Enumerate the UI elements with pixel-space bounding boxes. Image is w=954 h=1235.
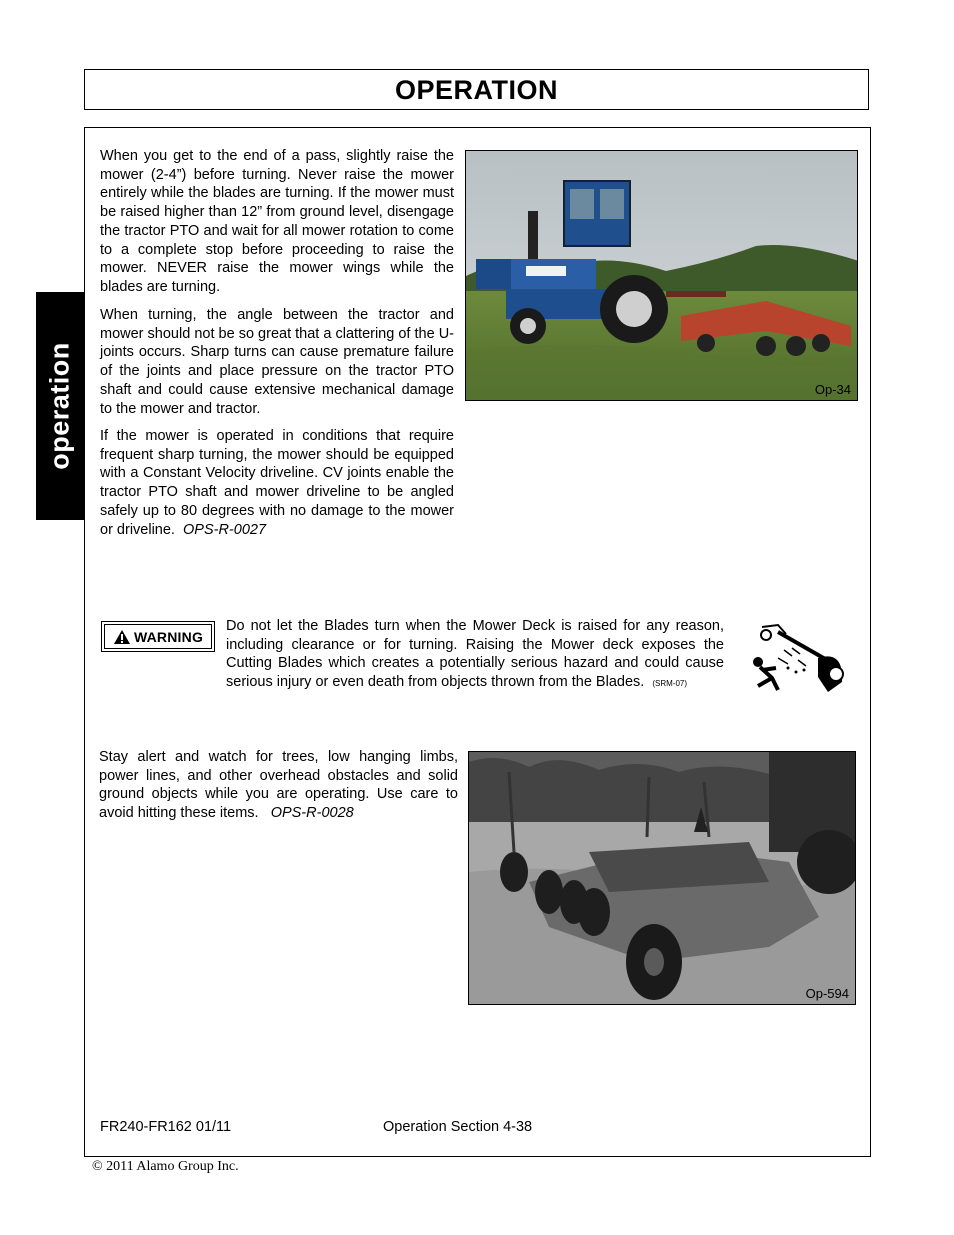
paragraph-overhead-obstacles — [99, 748, 458, 823]
cv-driveline-ref: OPS-R-0027 — [183, 521, 267, 538]
warning-text: Do not let the Blades turn when the Mower Deck is raised for any reason, including clearance or for turning. Raising the Mower deck exposes the Cutting Blades which creates a potentially serious hazard and could cause serious injury or even death from objects thrown from the Blades. — [226, 618, 724, 691]
side-tab-label: operation — [44, 342, 75, 470]
cv-driveline-text: If the mower is operated in conditions that require frequent sharp turning, the mower should be equipped with a Constant Velocity driveline. CV joints enable the tractor PTO shaft and mower driveline to be angled safely up to 80 degrees with no damage to the mower or driveline. — [100, 428, 454, 538]
warning-text-block — [226, 617, 724, 694]
warning-ref: (SRM-07) — [652, 679, 688, 689]
warning-badge — [101, 621, 215, 652]
paragraph-cv-driveline — [100, 427, 454, 539]
paragraph-turning-angle: When turning, the angle between the tractor and mower should not be so great that a clattering of the U-joints occurs. Sharp turns can cause premature failure of the joints and place pressure on the tractor PTO shaft and could cause extensive mechanical damage to the mower and tractor. — [100, 307, 454, 417]
section-side-tab — [36, 292, 84, 520]
warning-badge-label: WARNING — [133, 628, 204, 645]
page-title: OPERATION — [394, 75, 558, 105]
thrown-object-hazard-icon — [748, 622, 844, 694]
overhead-obstacles-ref: OPS-R-0028 — [270, 805, 354, 822]
overhead-obstacles-text: Stay alert and watch for trees, low hanging limbs, power lines, and other overhead obstacles and solid ground objects while you are operating. Use care to avoid hitting these items. — [99, 749, 458, 822]
figure-tractor-turning — [465, 150, 858, 401]
warning-badge-inner — [104, 624, 212, 649]
figure-mower-near-trees — [468, 751, 856, 1005]
footer-model: FR240-FR162 01/11 — [100, 1119, 232, 1135]
page-title-box — [84, 69, 869, 110]
footer-section: Operation Section 4-38 — [383, 1119, 533, 1135]
warning-triangle-icon — [113, 629, 131, 645]
figure-caption-op34: Op-34 — [814, 382, 851, 397]
copyright: © 2011 Alamo Group Inc. — [92, 1159, 239, 1174]
tractor-photo-image — [466, 151, 858, 401]
figure-caption-op594: Op-594 — [805, 986, 849, 1001]
mower-photo-image — [469, 752, 856, 1005]
paragraph-raise-mower: When you get to the end of a pass, slightly raise the mower (2-4”) before turning. Never raise the mower entirely while the blades are turning. If the mower must be raised higher than 12” from ground level, disengage the tractor PTO and wait for all mower rotation to come to a complete stop before proceeding to raise the mower. NEVER raise the mower wings while the blades are turning. — [100, 148, 454, 295]
